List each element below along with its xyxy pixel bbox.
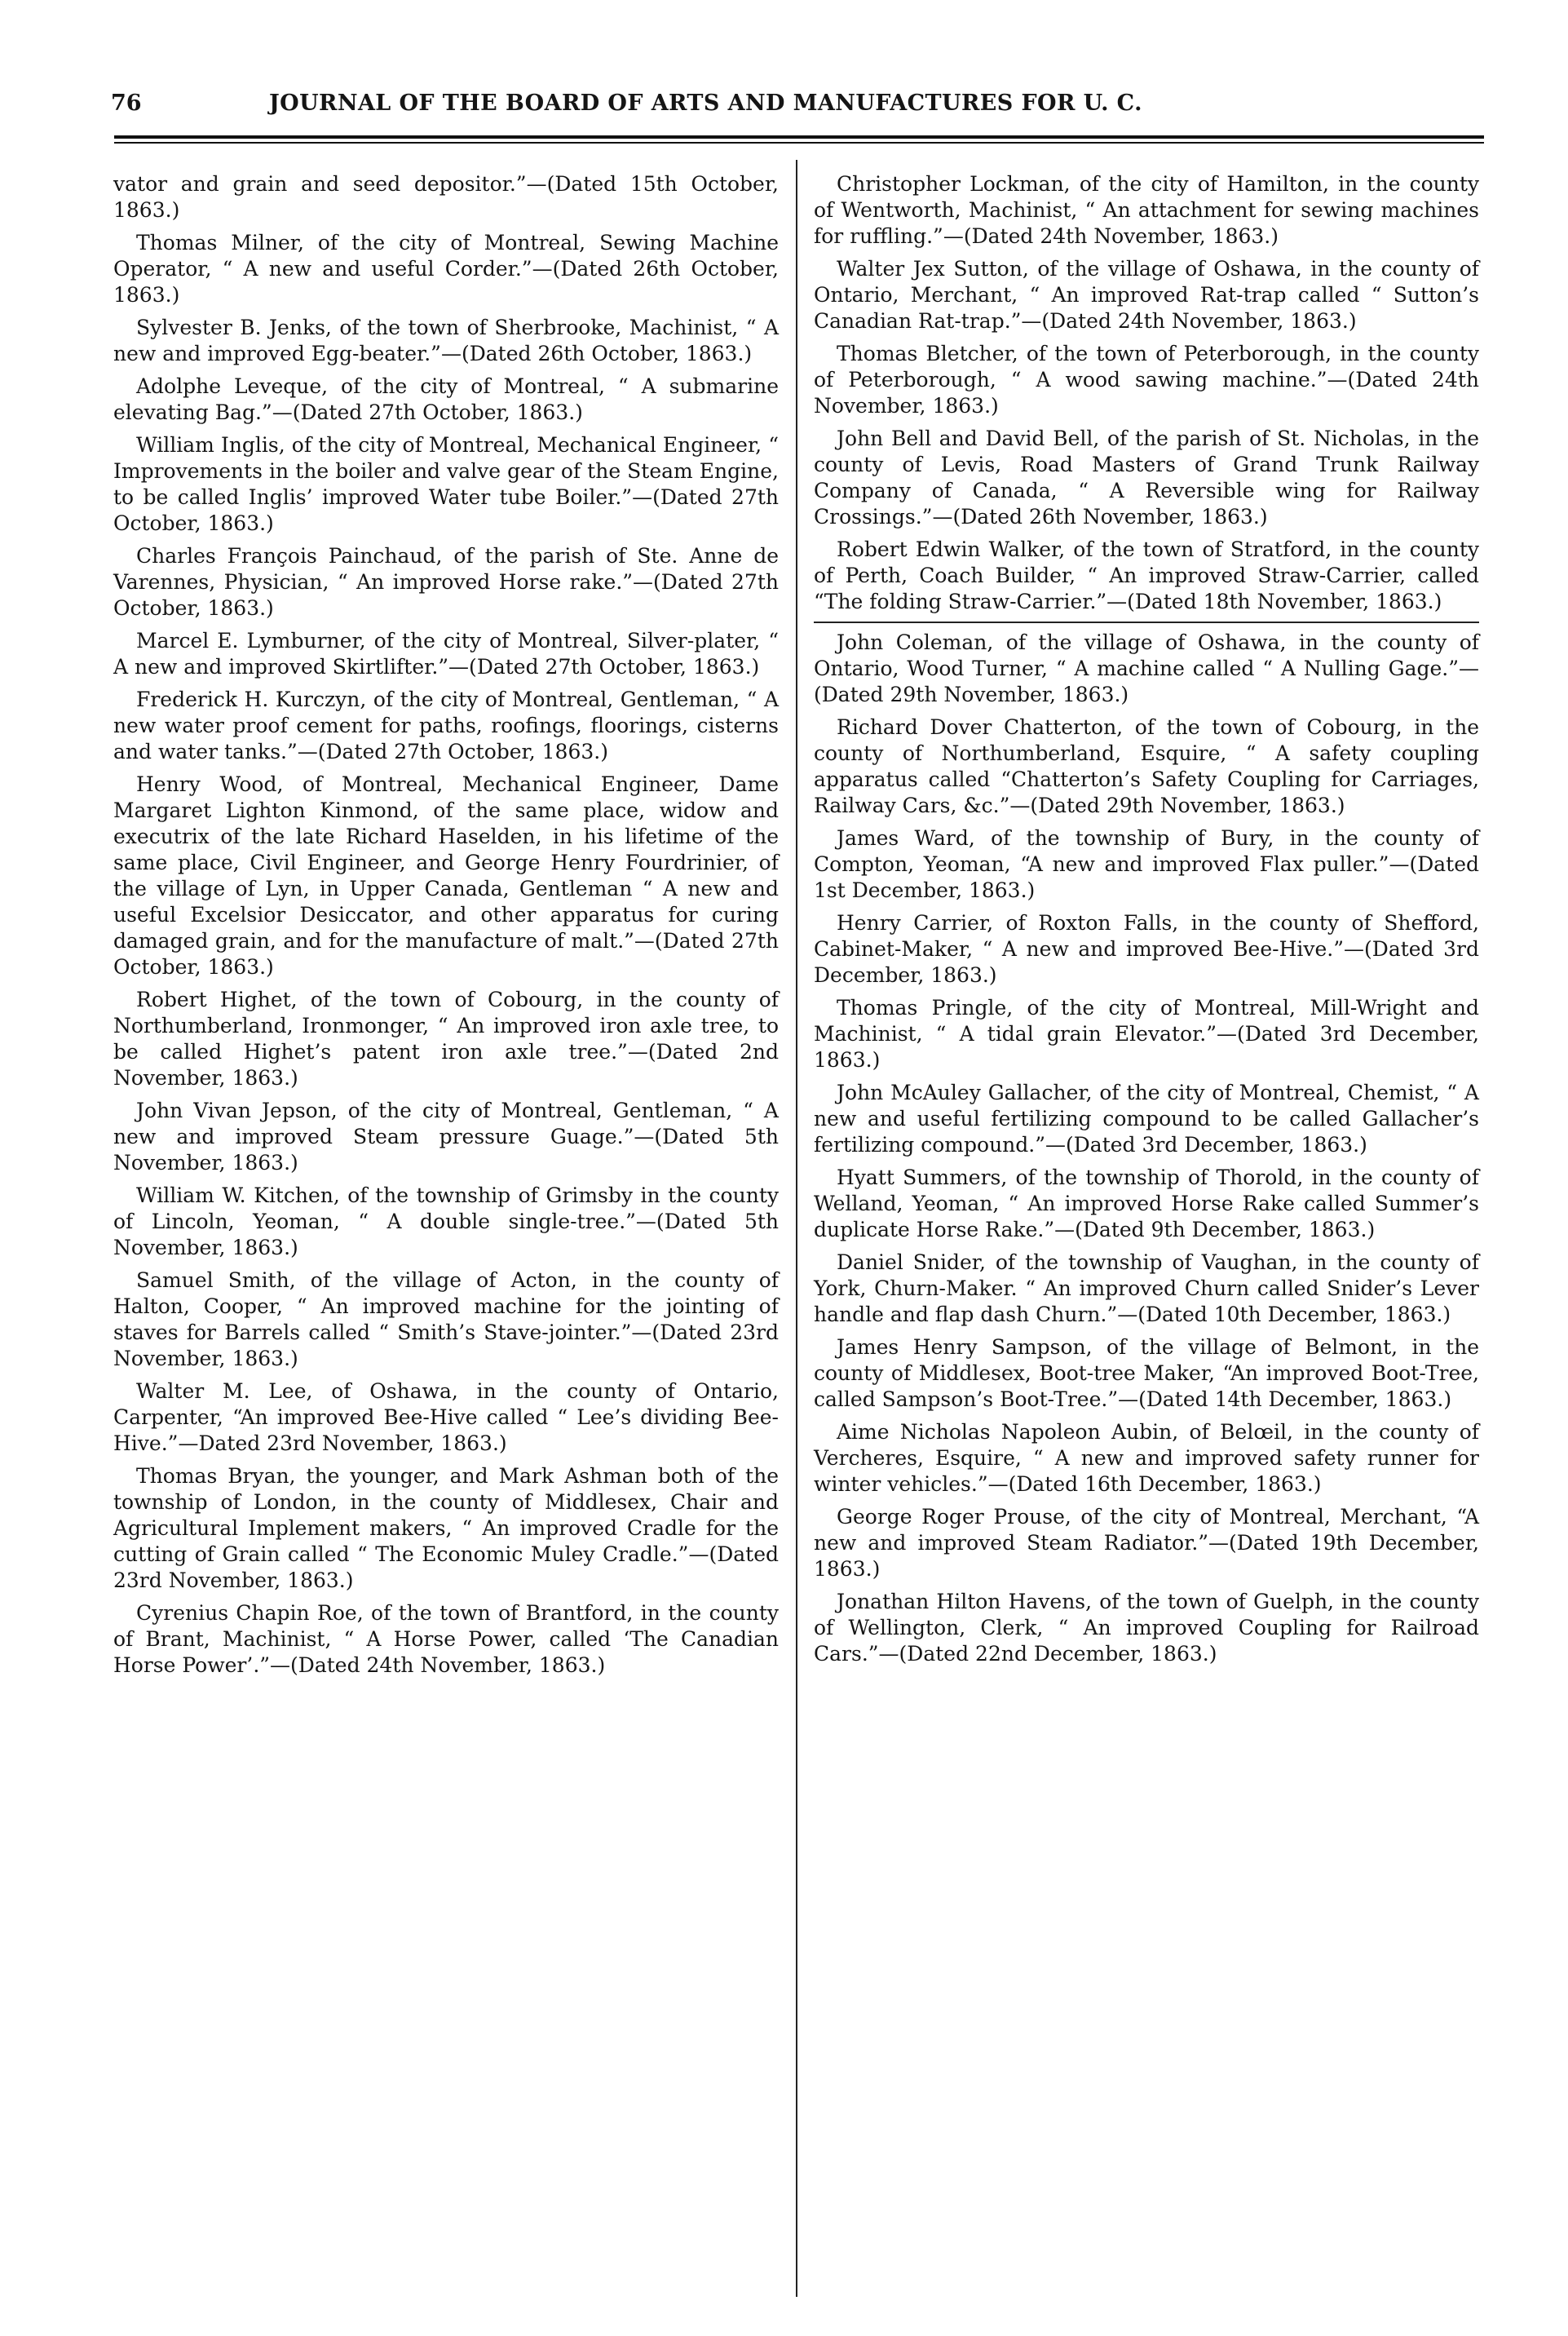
patent-entry: Walter Jex Sutton, of the village of Oshawa, in the county of Ontario, Merchant, “ An improved Rat-trap called “ Sutton’s Canadian Rat-trap.”—(Dated 24th November, 1863.) — [814, 257, 1479, 333]
patent-entry: Thomas Bryan, the younger, and Mark Ashman both of the township of London, in the county of Middlesex, Chair and Agricultural Implement makers, “ An improved Cradle for the cutting of Grain called “ The Economic Muley Cradle.”—(Dated 23rd November, 1863.) — [113, 1464, 779, 1592]
patent-entry: Sylvester B. Jenks, of the town of Sherbrooke, Machinist, “ A new and improved Egg-beater.”—(Dated 26th October, 1863.) — [113, 316, 779, 365]
column-divider — [796, 160, 797, 2297]
patent-entry: Aime Nicholas Napoleon Aubin, of Belœil, in the county of Vercheres, Esquire, “ A new and improved safety runner for winter vehicles.”—(Dated 16th December, 1863.) — [814, 1420, 1479, 1496]
patent-entry: Henry Carrier, of Roxton Falls, in the county of Shefford, Cabinet-Maker, “ A new and improved Bee-Hive.”—(Dated 3rd December, 1863.) — [814, 911, 1479, 987]
patent-entry: Henry Wood, of Montreal, Mechanical Engineer, Dame Margaret Lighton Kinmond, of the same place, widow and executrix of the late Richard Haselden, in his lifetime of the same place, Civil Engineer, and George Henry Fourdrinier, of the village of Lyn, in Upper Canada, Gentleman “ A new and useful Excelsior Desiccator, and other apparatus for curing damaged grain, and for the manufacture of malt.”—(Dated 27th October, 1863.) — [113, 772, 779, 979]
patent-entry: Robert Highet, of the town of Cobourg, in the county of Northumberland, Ironmonger, “ An improved iron axle tree, to be called Highet’s patent iron axle tree.”—(Dated 2nd November, 1863.) — [113, 988, 779, 1090]
patent-entry: Samuel Smith, of the village of Acton, in the county of Halton, Cooper, “ An improved machine for the jointing of staves for Barrels called “ Smith’s Stave-jointer.”—(Dated 23rd November, 1863.) — [113, 1268, 779, 1370]
patent-entry: John Vivan Jepson, of the city of Montreal, Gentleman, “ A new and improved Steam pressure Guage.”—(Dated 5th November, 1863.) — [113, 1099, 779, 1175]
patent-entry: James Ward, of the township of Bury, in the county of Compton, Yeoman, “A new and improved Flax puller.”—(Dated 1st December, 1863.) — [814, 826, 1479, 902]
patent-entry: Cyrenius Chapin Roe, of the town of Brantford, in the county of Brant, Machinist, “ A Horse Power, called ‘The Canadian Horse Power’.”—(Dated 24th November, 1863.) — [113, 1601, 779, 1677]
patent-entry: Charles François Painchaud, of the parish of Ste. Anne de Varennes, Physician, “ An improved Horse rake.”—(Dated 27th October, 1863.) — [113, 544, 779, 620]
patent-entry: Christopher Lockman, of the city of Hamilton, in the county of Wentworth, Machinist, “ An attachment for sewing machines for ruffling.”—(Dated 24th November, 1863.) — [814, 172, 1479, 248]
patent-entry: Walter M. Lee, of Oshawa, in the county of Ontario, Carpenter, “An improved Bee-Hive called “ Lee’s dividing Bee-Hive.”—Dated 23rd November, 1863.) — [113, 1379, 779, 1455]
patent-entry: vator and grain and seed depositor.”—(Dated 15th October, 1863.) — [113, 172, 779, 222]
page-number: 76 — [111, 91, 142, 116]
left-column — [113, 171, 779, 1685]
patent-entry: John McAuley Gallacher, of the city of Montreal, Chemist, “ A new and useful fertilizing compound to be called Gallacher’s fertilizing compound.”—(Dated 3rd December, 1863.) — [814, 1081, 1479, 1157]
header-rule-thick — [114, 135, 1484, 139]
journal-title: JOURNAL OF THE BOARD OF ARTS AND MANUFACTURES FOR U. C. — [269, 91, 1142, 116]
patent-entry: Robert Edwin Walker, of the town of Stratford, in the county of Perth, Coach Builder, “ An improved Straw-Carrier, called “The folding Straw-Carrier.”—(Dated 18th November, 1863.) — [814, 538, 1479, 613]
patent-entry: Hyatt Summers, of the township of Thorold, in the county of Welland, Yeoman, “ An improved Horse Rake called Summer’s duplicate Horse Rake.”—(Dated 9th December, 1863.) — [814, 1166, 1479, 1241]
header-rule-thin — [114, 142, 1484, 144]
patent-entry: Richard Dover Chatterton, of the town of Cobourg, in the county of Northumberland, Esquire, “ A safety coupling apparatus called “Chatterton’s Safety Coupling for Carriages, Railway Cars, &c.”—(Dated 29th November, 1863.) — [814, 715, 1479, 817]
right-column — [814, 171, 1479, 1674]
patent-entry: Thomas Milner, of the city of Montreal, Sewing Machine Operator, “ A new and useful Corder.”—(Dated 26th October, 1863.) — [113, 231, 779, 307]
patent-entry: James Henry Sampson, of the village of Belmont, in the county of Middlesex, Boot-tree Maker, “An improved Boot-Tree, called Sampson’s Boot-Tree.”—(Dated 14th December, 1863.) — [814, 1335, 1479, 1411]
patent-entry: George Roger Prouse, of the city of Montreal, Merchant, “A new and improved Steam Radiator.”—(Dated 19th December, 1863.) — [814, 1505, 1479, 1581]
patent-entry: John Bell and David Bell, of the parish of St. Nicholas, in the county of Levis, Road Masters of Grand Trunk Railway Company of Canada, “ A Reversible wing for Railway Crossings.”—(Dated 26th November, 1863.) — [814, 427, 1479, 529]
patent-entry: Thomas Bletcher, of the town of Peterborough, in the county of Peterborough, “ A wood sawing machine.”—(Dated 24th November, 1863.) — [814, 342, 1479, 418]
patent-entry: William Inglis, of the city of Montreal, Mechanical Engineer, “ Improvements in the boiler and valve gear of the Steam Engine, to be called Inglis’ improved Water tube Boiler.”—(Dated 27th October, 1863.) — [113, 433, 779, 535]
patent-entry: William W. Kitchen, of the township of Grimsby in the county of Lincoln, Yeoman, “ A double single-tree.”—(Dated 5th November, 1863.) — [113, 1183, 779, 1259]
patent-entry: Thomas Pringle, of the city of Montreal, Mill-Wright and Machinist, “ A tidal grain Elevator.”—(Dated 3rd December, 1863.) — [814, 996, 1479, 1072]
patent-entry: Daniel Snider, of the township of Vaughan, in the county of York, Churn-Maker. “ An improved Churn called Snider’s Lever handle and flap dash Churn.”—(Dated 10th December, 1863.) — [814, 1250, 1479, 1326]
patent-entry: Frederick H. Kurczyn, of the city of Montreal, Gentleman, “ A new water proof cement for paths, roofings, floorings, cisterns and water tanks.”—(Dated 27th October, 1863.) — [113, 688, 779, 763]
patent-entry: Adolphe Leveque, of the city of Montreal, “ A submarine elevating Bag.”—(Dated 27th October, 1863.) — [113, 374, 779, 424]
patent-entry: John Coleman, of the village of Oshawa, in the county of Ontario, Wood Turner, “ A machine called “ A Nulling Gage.”—(Dated 29th November, 1863.) — [814, 622, 1479, 708]
patent-entry: Jonathan Hilton Havens, of the town of Guelph, in the county of Wellington, Clerk, “ An improved Coupling for Railroad Cars.”—(Dated 22nd December, 1863.) — [814, 1590, 1479, 1666]
patent-entry: Marcel E. Lymburner, of the city of Montreal, Silver-plater, “ A new and improved Skirtlifter.”—(Dated 27th October, 1863.) — [113, 629, 779, 679]
